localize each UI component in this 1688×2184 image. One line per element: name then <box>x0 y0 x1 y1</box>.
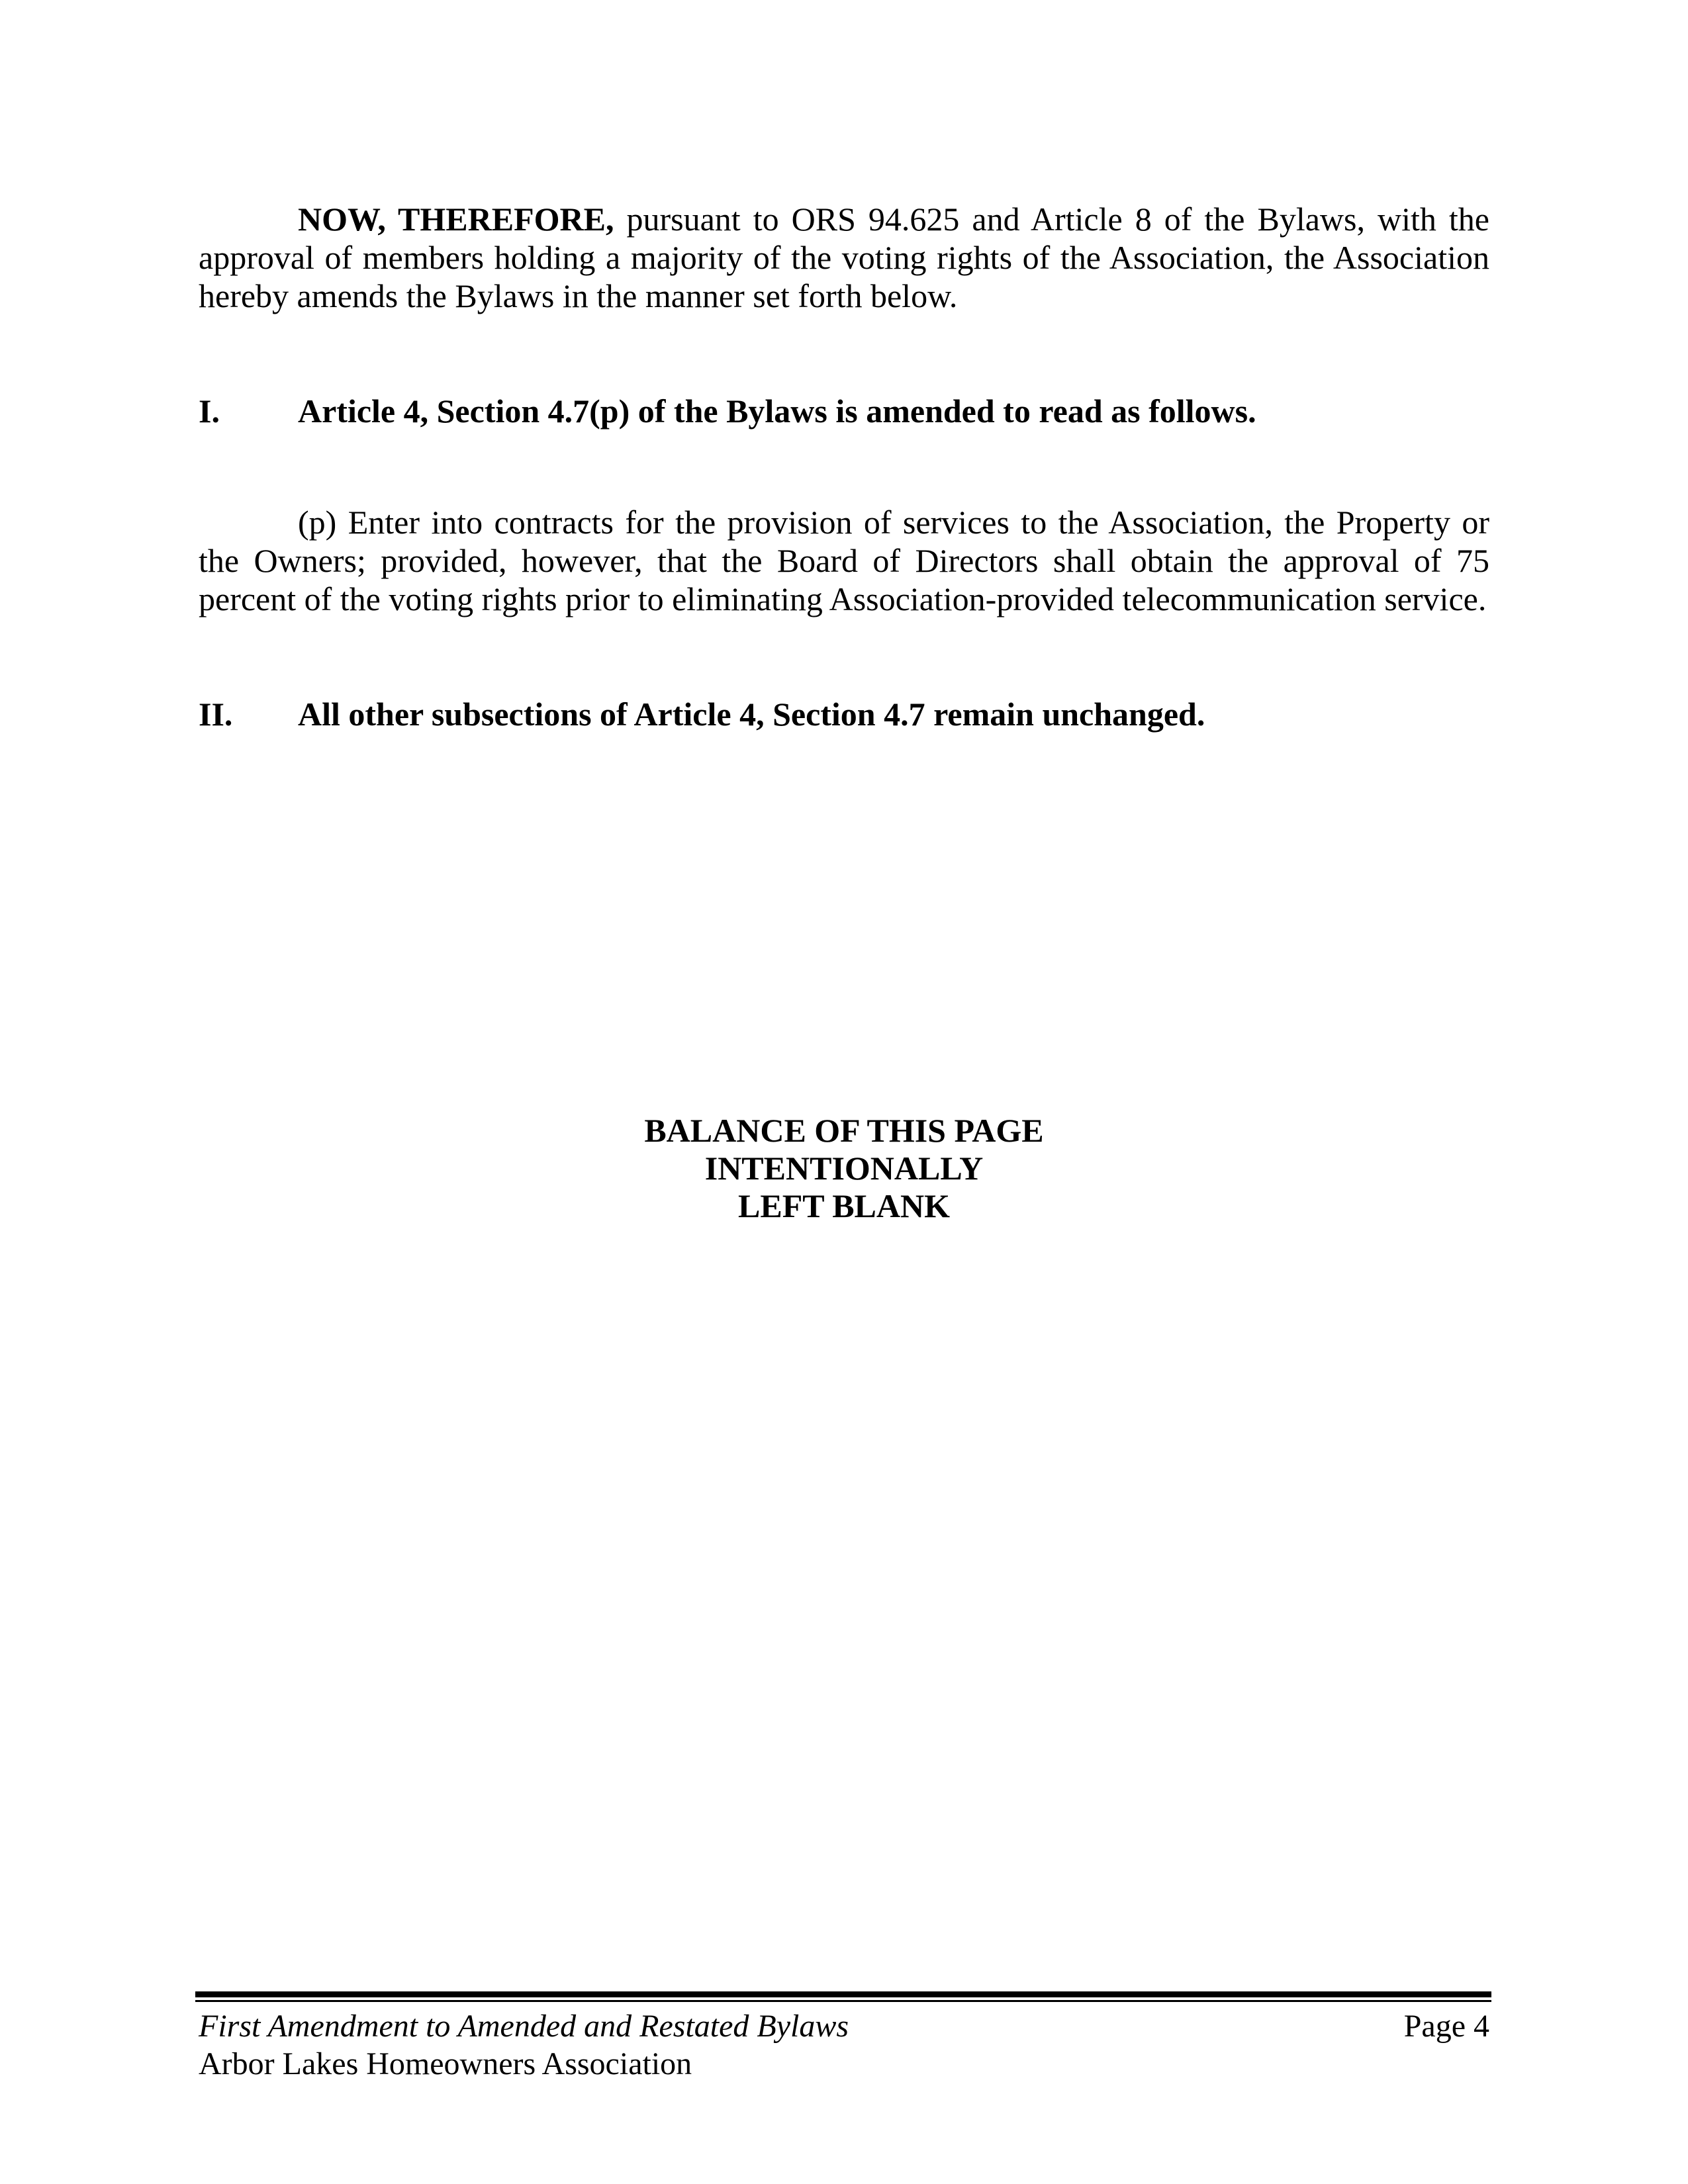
footer-organization: Arbor Lakes Homeowners Association <box>199 2046 692 2081</box>
footer-document-title: First Amendment to Amended and Restated Bylaws <box>199 2009 849 2044</box>
blank-notice-line-1: BALANCE OF THIS PAGE <box>644 1112 1044 1149</box>
section-heading-2 <box>199 695 1489 733</box>
footer-rule-thick <box>195 1991 1491 1997</box>
section-number-1: I. <box>199 392 220 430</box>
section-heading-text-1: Article 4, Section 4.7(p) of the Bylaws is amended to read as follows. <box>298 392 1256 430</box>
section-heading-1 <box>199 392 1489 430</box>
footer-rule-thin <box>195 2000 1491 2002</box>
blank-notice-line-2: INTENTIONALLY <box>704 1150 984 1187</box>
section-number-2: II. <box>199 696 233 733</box>
amended-text-paragraph: (p) Enter into contracts for the provision of services to the Association, the Property or the Owners; provided, however, that the Board of Directors shall obtain the approval of 75 percent of the voting rights prior to eliminating Association-provided telecommunication service. <box>199 504 1489 617</box>
preamble-text: pursuant to ORS 94.625 and Article 8 of the Bylaws, with the approval of members holding a majority of the voting rights of the Association, the Association hereby amends the Bylaws in the manner set forth below. <box>199 201 1489 314</box>
blank-page-notice <box>199 1112 1489 1225</box>
section-heading-text-2: All other subsections of Article 4, Section 4.7 remain unchanged. <box>298 696 1205 733</box>
preamble-paragraph <box>199 200 1489 315</box>
footer-page-number: Page 4 <box>1403 2009 1489 2044</box>
blank-notice-line-3: LEFT BLANK <box>738 1187 950 1224</box>
preamble-lead: NOW, THEREFORE, <box>298 201 614 238</box>
